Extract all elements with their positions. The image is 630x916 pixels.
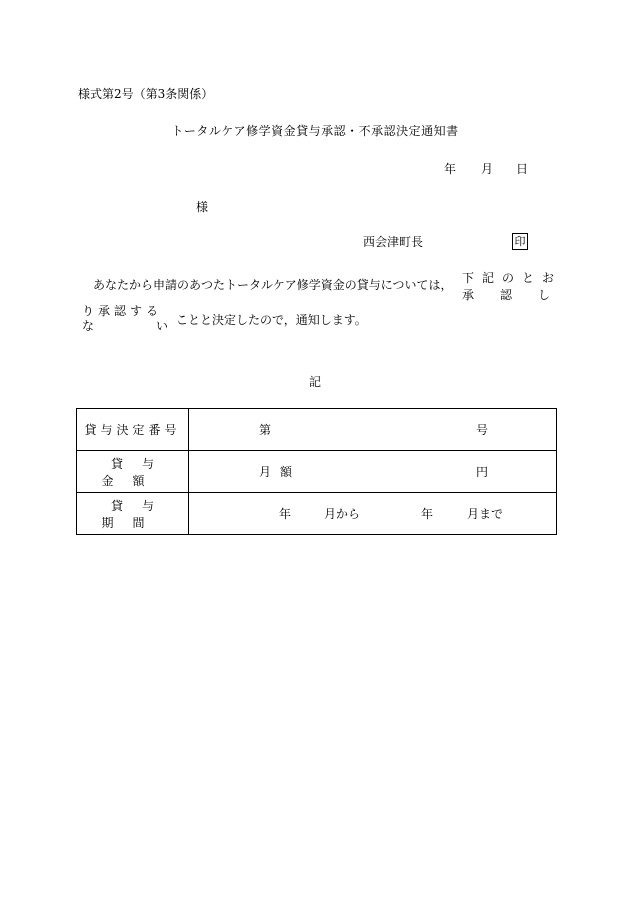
table-row-decision-number [77, 409, 557, 451]
value-loan-amount[interactable] [189, 451, 557, 493]
choice-2-bottom-right: い [156, 319, 169, 333]
document-title: トータルケア修学資金貸与承認・不承認決定通知書 [171, 124, 459, 138]
value-loan-period[interactable] [189, 493, 557, 535]
choice-2-top: り承認する [82, 304, 163, 318]
table-row-loan-amount [77, 451, 557, 493]
label-text: 貸与期間 [101, 498, 173, 530]
monthly-amount-label: 月額 [259, 464, 302, 479]
period-end-year: 年 [421, 506, 434, 521]
choice-1-bottom: 承認し [462, 288, 577, 302]
choice-2-bottom-left: な [82, 319, 95, 333]
ki-heading: 記 [308, 375, 321, 389]
yen-unit: 円 [476, 464, 489, 479]
label-text: 貸与金額 [101, 456, 173, 488]
seal-mark: 印 [512, 233, 528, 250]
label-text: 貸与決定番号 [84, 423, 181, 437]
loan-details-table [76, 408, 557, 535]
date-day-label: 日 [516, 162, 529, 176]
table-row-loan-period [77, 493, 557, 535]
label-loan-period [77, 493, 189, 535]
label-loan-amount [77, 451, 189, 493]
value-decision-number[interactable] [189, 409, 557, 451]
date-month-label: 月 [481, 162, 494, 176]
period-end-month: 月まで [467, 506, 504, 521]
date-year-label: 年 [444, 162, 457, 176]
label-decision-number [77, 409, 189, 451]
period-start-year: 年 [279, 506, 292, 521]
body-line-1: あなたから申請のあつたトータルケア修学資金の貸与については， [93, 278, 453, 292]
body-line-2: ことと決定したので，通知します。 [176, 313, 367, 327]
period-start-month: 月から [324, 506, 361, 521]
number-prefix: 第 [259, 422, 272, 437]
choice-2-bottom [82, 320, 168, 332]
choice-1-top: 下記のとお [462, 271, 563, 285]
number-suffix: 号 [476, 422, 489, 437]
issuer-name: 西会津町長 [363, 235, 424, 249]
form-number-label: 様式第2号（第3条関係） [78, 87, 214, 101]
addressee-suffix: 様 [196, 200, 209, 214]
